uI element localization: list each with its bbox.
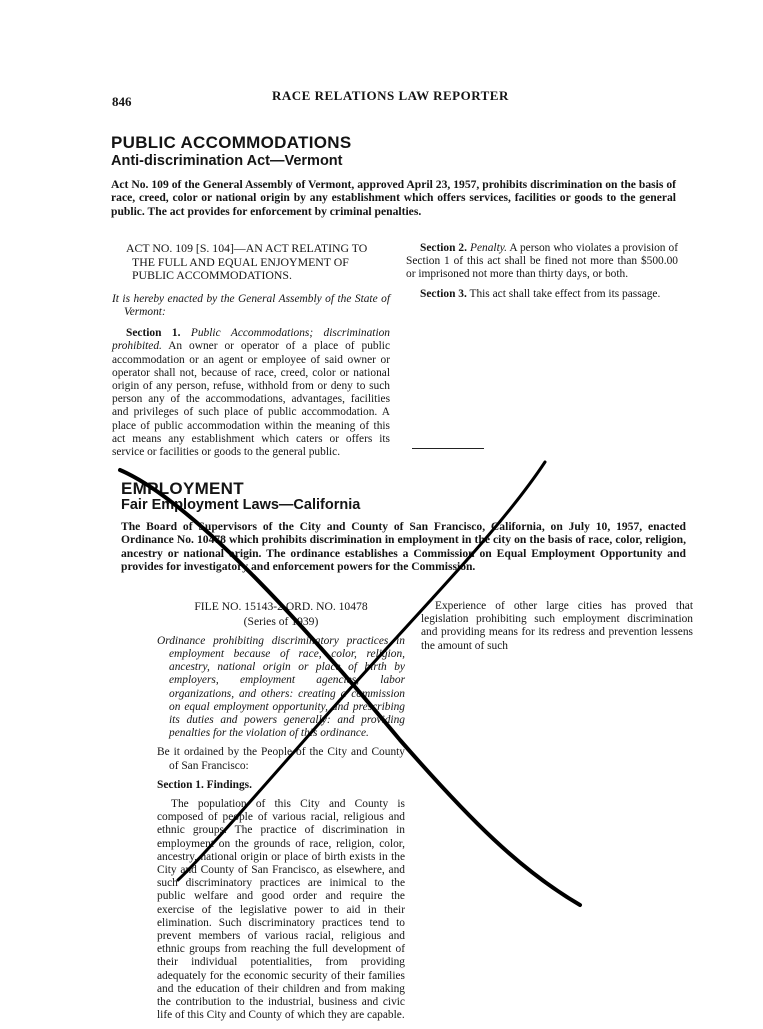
act-title: ACT NO. 109 [S. 104]—AN ACT RELATING TO THE FULL AND EQUAL ENJOYMENT OF PUBLIC ACCOMMODATIONS.	[126, 241, 368, 283]
section-1-label: Section 1.	[126, 327, 181, 340]
section-subtitle-vermont: Anti-discrimination Act—Vermont	[111, 153, 343, 169]
section-3-text: This act shall take effect from its passage.	[469, 287, 661, 300]
vermont-left-column	[112, 242, 390, 465]
enactment-clause: It is hereby enacted by the General Assembly of the State of Vermont:	[112, 292, 390, 318]
vermont-section-3	[406, 288, 678, 301]
experience-paragraph: Experience of other large cities has proved that legislation prohibiting such employment discrimination and providing means for its redress and prevention lessens the amount of such	[421, 600, 693, 652]
section-1-findings-heading: Section 1. Findings.	[157, 778, 252, 791]
section-1-findings-text: The population of this City and County is composed of people of various racial, religious and ethnic groups. The practice of discrimination in employment on the grounds of race, religion, color, ancestry, national origin or place of birth exists in the City and County of San Francisco, as elsewhere, and such discriminatory practices are inimical to the public welfare and good order and require the exercise of the legislative power to aid in their elimination. Such discriminatory practices tend to prevent members of various racial, religious and ethnic groups from reaching the full development of their individual potentialities, from providing adequately for the economic security of their families and the education of their children and from making the contribution to the industrial, business and civic life of this City and County of which they are capable.	[157, 798, 405, 1022]
section-3-label: Section 3.	[420, 287, 467, 300]
california-right-column	[421, 600, 693, 659]
vermont-right-column	[406, 242, 678, 307]
california-left-column	[157, 600, 405, 1029]
vermont-section-1	[112, 327, 390, 459]
headnote-california: The Board of Supervisors of the City and County of San Francisco, California, on July 10, 1957, enacted Ordinance No. 10478 which prohibits discrimination in employment in the city on the basis of race, color, religion, ancestry or national origin. The ordinance establishes a Commission on Equal Employment Opportunity and provides for investigatory and enforcement powers for the Commission.	[121, 520, 686, 574]
ordinance-caption: Ordinance prohibiting discriminatory practices in employment because of race, color, religion, ancestry, national origin or place of birth by employers, employment agencies, labor organizations, and others: creating a commission on equal employment opportunity, and prescribing its duties and powers generally: and providing penalties for the violation of this ordinance.	[157, 634, 405, 740]
section-title-public-accommodations: PUBLIC ACCOMMODATIONS	[111, 133, 352, 152]
headnote-vermont: Act No. 109 of the General Assembly of Vermont, approved April 23, 1957, prohibits discrimination on the basis of race, creed, color or national origin by any establishment which offers services, facilities or goods to the general public. The act provides for enforcement by criminal penalties.	[111, 178, 676, 218]
section-divider	[412, 448, 484, 449]
section-title-employment: EMPLOYMENT	[121, 479, 244, 498]
page-number: 846	[112, 94, 132, 109]
section-1-heading: Public Accommodations; discrimination prohibited.	[112, 327, 391, 353]
ordaining-clause: Be it ordained by the People of the City and County of San Francisco:	[157, 746, 405, 772]
running-head: RACE RELATIONS LAW REPORTER	[272, 88, 509, 103]
file-number: FILE NO. 15143-2 ORD. NO. 10478	[194, 600, 368, 613]
section-2-text: A person who violates a provision of Section 1 of this act shall be fined not more than $500.00 or imprisoned not more than thirty days, or both.	[406, 242, 678, 281]
section-1-text: An owner or operator of a place of public accommodation or an agent or employee of said owner or operator shall not, because of race, creed, color or national origin of any person, refuse, withhold from or deny to such person any of the accommodations, advantages, facilities and privileges of such place of public accommodation. A place of public accommodation within the meaning of this act means any establishment which caters or offers its service or facilities or goods to the general public.	[112, 340, 391, 459]
series-note: (Series of 1939)	[243, 615, 319, 629]
vermont-section-2	[406, 242, 678, 282]
section-2-label: Section 2.	[420, 242, 467, 254]
section-subtitle-california: Fair Employment Laws—California	[121, 497, 361, 513]
section-2-heading: Penalty.	[470, 242, 508, 254]
